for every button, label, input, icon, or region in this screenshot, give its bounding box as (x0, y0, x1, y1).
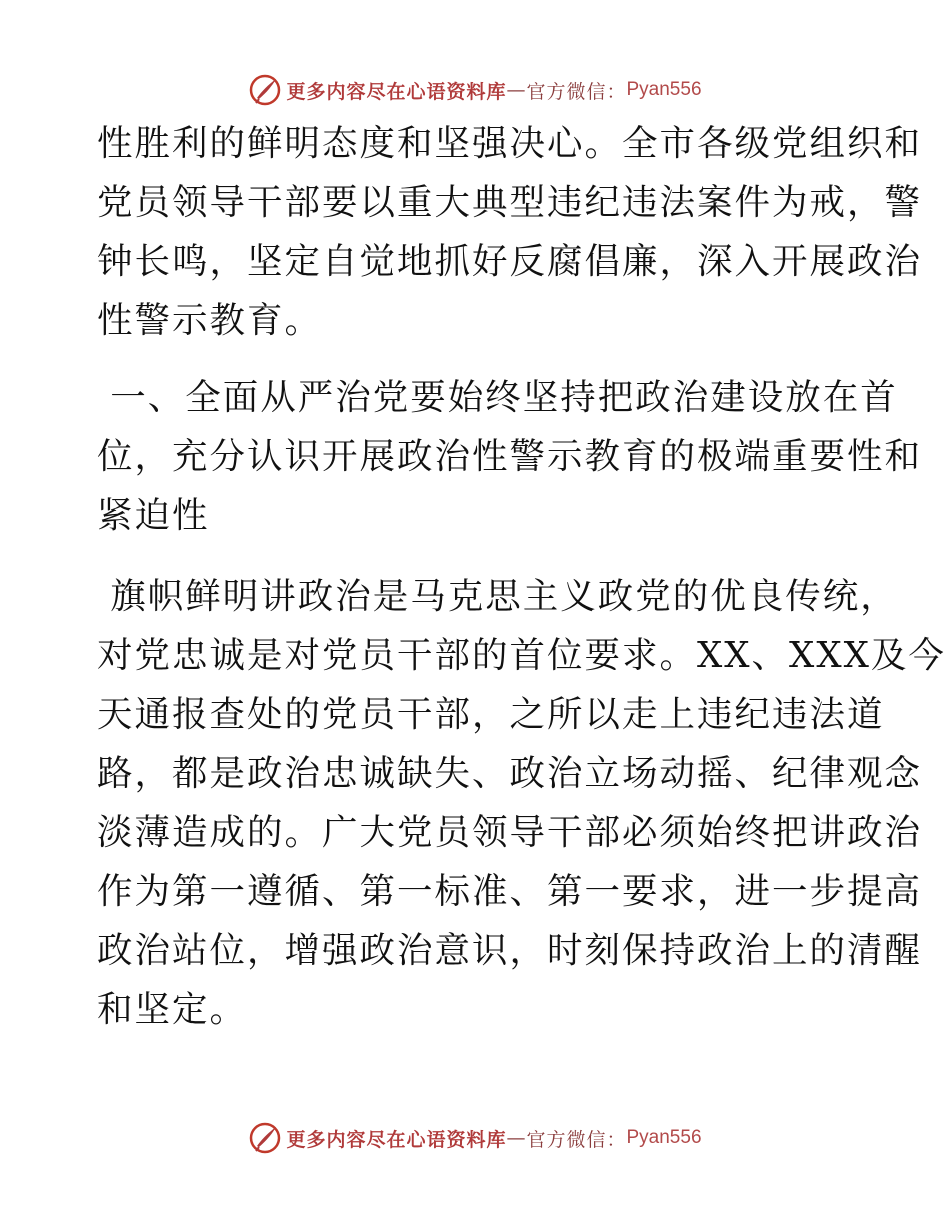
banner-separator: — (506, 79, 527, 101)
text-line: 性警示教育。 (97, 300, 323, 341)
banner-brand: 更多内容尽在心语资料库 (286, 80, 507, 103)
quill-logo-icon (248, 1121, 282, 1155)
text-line: 政治站位，增强政治意识，时刻保持政治上的清醒 (97, 930, 923, 971)
banner-wechat-id: Pyan556 (626, 79, 702, 100)
text-line: 旗帜鲜明讲政治是马克思主义政党的优良传统， (97, 576, 898, 617)
text-line: 紧迫性 (97, 495, 210, 536)
text-line: 淡薄造成的。广大党员领导干部必须始终把讲政治 (97, 812, 923, 853)
banner-separator: — (506, 1127, 527, 1149)
text-line: 作为第一遵循、第一标准、第一要求，进一步提高 (97, 871, 923, 912)
paragraph-intro (97, 114, 923, 350)
text-line: 路，都是政治忠诚缺失、政治立场动摇、纪律观念 (97, 753, 923, 794)
paragraph-body (97, 567, 946, 1039)
banner-wechat-label: 官方微信： (526, 1128, 627, 1151)
banner-wechat-label: 官方微信： (526, 80, 627, 103)
section-heading-one (97, 368, 923, 545)
banner-wechat-id: Pyan556 (626, 1127, 702, 1148)
banner-brand: 更多内容尽在心语资料库 (286, 1128, 507, 1151)
text-line: 天通报查处的党员干部，之所以走上违纪违法道 (97, 694, 885, 735)
header-banner (0, 70, 950, 110)
text-line: 位，充分认识开展政治性警示教育的极端重要性和 (97, 436, 923, 477)
text-line: 一、全面从严治党要始终坚持把政治建设放在首 (97, 377, 898, 418)
footer-banner (0, 1118, 950, 1158)
text-line: 和坚定。 (97, 989, 248, 1030)
text-line: 党员领导干部要以重大典型违纪违法案件为戒，警 (97, 182, 923, 223)
text-line: 性胜利的鲜明态度和坚强决心。全市各级党组织和 (97, 123, 923, 164)
quill-logo-icon (248, 73, 282, 107)
text-line: 钟长鸣，坚定自觉地抓好反腐倡廉，深入开展政治 (97, 241, 923, 282)
text-line: 对党忠诚是对党员干部的首位要求。XX、XXX及今 (97, 635, 946, 676)
